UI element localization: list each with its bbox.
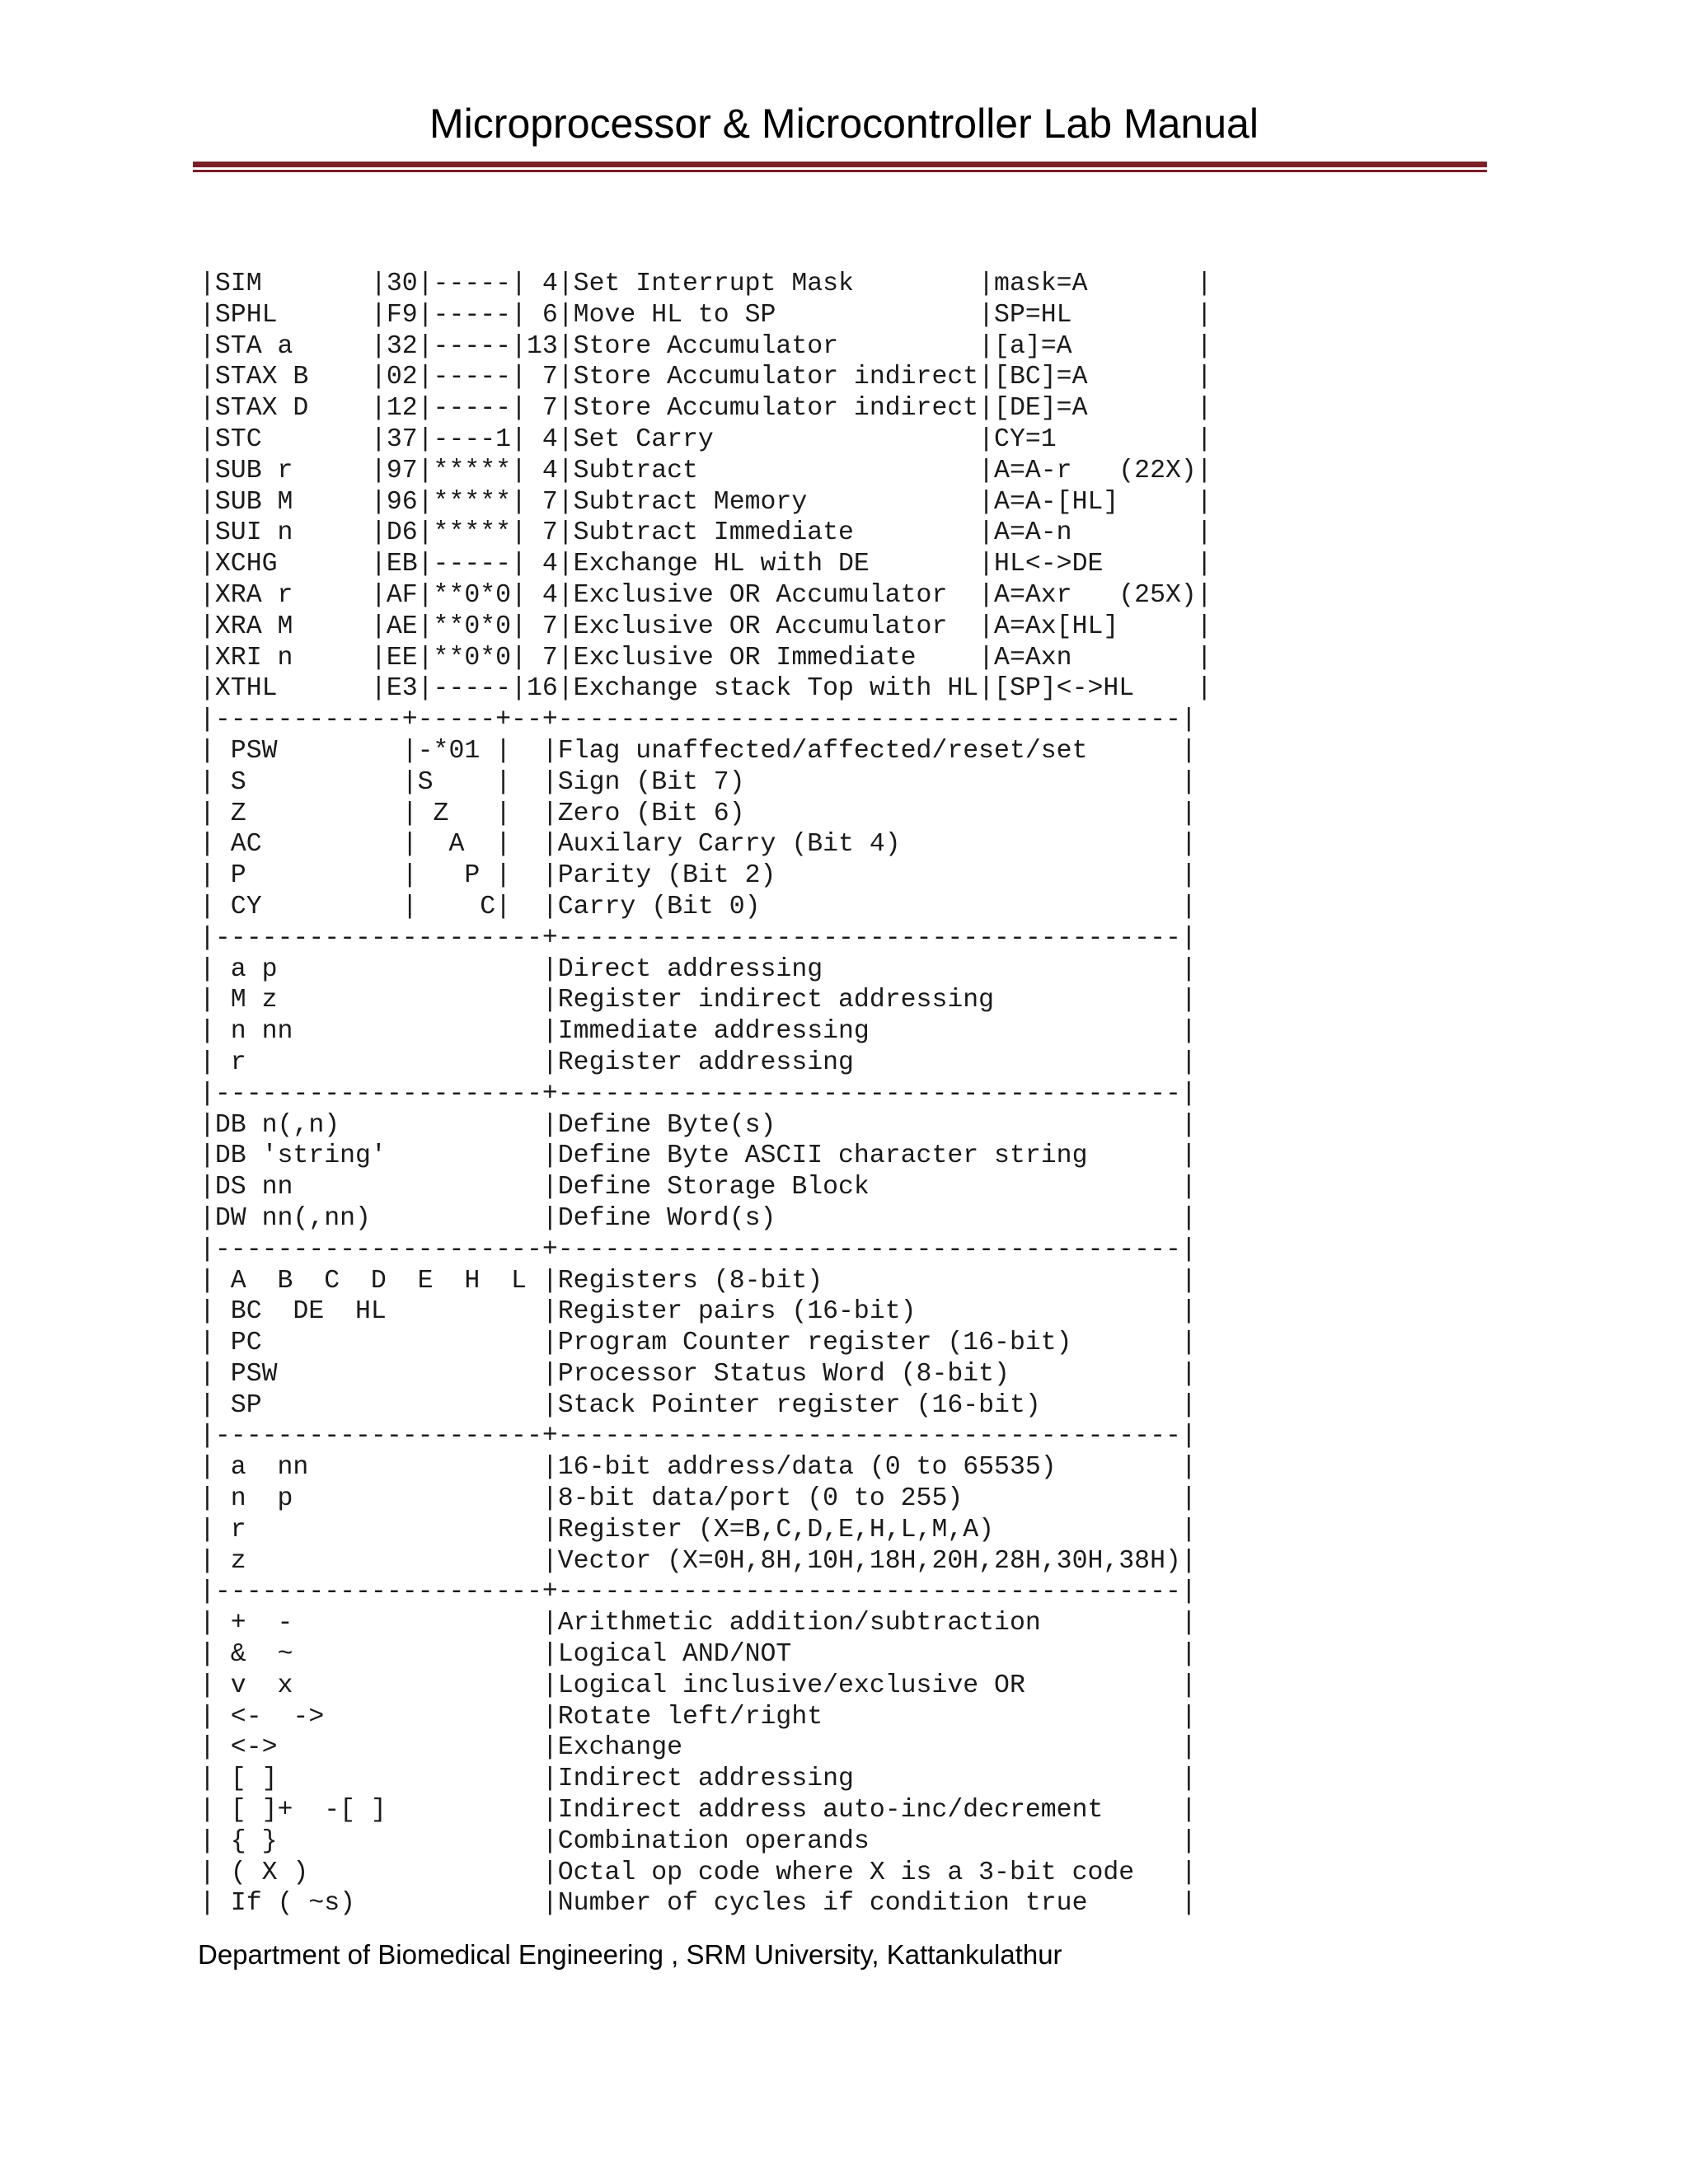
listing-line: | r |Register addressing | [199,1047,1197,1077]
listing-line: | PSW |-*01 | |Flag unaffected/affected/reset/set | [199,736,1197,766]
listing-line: | Z | Z | |Zero (Bit 6) | [199,799,1197,828]
page-title: Microprocessor & Microcontroller Lab Manual [429,101,1259,147]
listing-line: |STAX B |02|-----| 7|Store Accumulator indirect|[BC]=A | [199,363,1212,392]
listing-line: | PSW |Processor Status Word (8-bit) | [199,1359,1197,1389]
listing-line: |XRI n |EE|**0*0| 7|Exclusive OR Immediate |A=Axn | [199,643,1212,673]
listing-line: | If ( ~s) |Number of cycles if condition true | [199,1889,1197,1919]
listing-line: | a nn |16-bit address/data (0 to 65535) | [199,1453,1197,1483]
listing-line: |SUB M |96|*****| 7|Subtract Memory |A=A-[HL] | [199,487,1212,517]
listing-line: | { } |Combination operands | [199,1826,1197,1856]
listing-line: |---------------------+----------------------------------------| [199,1079,1197,1108]
listing-line: |SIM |30|-----| 4|Set Interrupt Mask |mask=A | [199,269,1212,298]
listing-line: | + - |Arithmetic addition/subtraction | [199,1609,1197,1638]
listing-line: |XRA M |AE|**0*0| 7|Exclusive OR Accumulator |A=Ax[HL] | [199,612,1212,641]
listing-line: |XRA r |AF|**0*0| 4|Exclusive OR Accumulator |A=Axr (25X)| [199,580,1212,610]
listing-line: | n nn |Immediate addressing | [199,1017,1197,1047]
listing-line: |DW nn(,nn) |Define Word(s) | [199,1203,1197,1233]
listing-line: | n p |8-bit data/port (0 to 255) | [199,1484,1197,1514]
listing-line: | z |Vector (X=0H,8H,10H,18H,20H,28H,30H,38H)| [199,1546,1197,1576]
listing-line: | S |S | |Sign (Bit 7) | [199,767,1197,797]
listing-line: | <-> |Exchange | [199,1733,1197,1763]
listing-line: | SP |Stack Pointer register (16-bit) | [199,1390,1197,1420]
listing-line: | AC | A | |Auxilary Carry (Bit 4) | [199,830,1197,860]
listing-line: |---------------------+----------------------------------------| [199,1577,1197,1607]
listing-line: |---------------------+----------------------------------------| [199,1422,1197,1451]
listing-line: |STC |37|----1| 4|Set Carry |CY=1 | [199,424,1212,454]
listing-line: | [ ]+ -[ ] |Indirect address auto-inc/decrement | [199,1796,1197,1825]
listing-line: | M z |Register indirect addressing | [199,986,1197,1015]
listing-line: | & ~ |Logical AND/NOT | [199,1640,1197,1670]
listing-line: | P | P | |Parity (Bit 2) | [199,861,1197,891]
listing-line: | a p |Direct addressing | [199,954,1197,984]
listing-line: | ( X ) |Octal op code where X is a 3-bit code | [199,1858,1197,1887]
listing-line: |STA a |32|-----|13|Store Accumulator |[a]=A | [199,331,1212,361]
listing-line: |------------+-----+--+----------------------------------------| [199,705,1197,735]
header-rule-thick [193,162,1487,167]
listing-line: | CY | C| |Carry (Bit 0) | [199,892,1197,921]
listing-line: |DB 'string' |Define Byte ASCII character string | [199,1141,1197,1171]
listing-line: |STAX D |12|-----| 7|Store Accumulator indirect|[DE]=A | [199,394,1212,424]
listing-line: |DS nn |Define Storage Block | [199,1173,1197,1202]
listing-line: |XCHG |EB|-----| 4|Exchange HL with DE |HL<->DE | [199,550,1212,579]
listing-line: |SUB r |97|*****| 4|Subtract |A=A-r (22X)| [199,456,1212,485]
listing-line: |SPHL |F9|-----| 6|Move HL to SP |SP=HL | [199,300,1212,330]
listing-line: | BC DE HL |Register pairs (16-bit) | [199,1297,1197,1327]
header-rule-thin [193,170,1487,172]
listing-line: | r |Register (X=B,C,D,E,H,L,M,A) | [199,1515,1197,1544]
listing-line: |---------------------+----------------------------------------| [199,1235,1197,1264]
listing-line: |DB n(,n) |Define Byte(s) | [199,1110,1197,1140]
listing-line: | PC |Program Counter register (16-bit) | [199,1329,1197,1358]
listing-line: |XTHL |E3|-----|16|Exchange stack Top with HL|[SP]<->HL | [199,674,1212,704]
instruction-reference-listing [199,269,1212,1919]
listing-line: | v x |Logical inclusive/exclusive OR | [199,1671,1197,1700]
page-footer: Department of Biomedical Engineering , SRM University, Kattankulathur [198,1939,1062,1970]
listing-line: |---------------------+----------------------------------------| [199,923,1197,953]
listing-line: |SUI n |D6|*****| 7|Subtract Immediate |A=A-n | [199,518,1212,548]
listing-line: | A B C D E H L |Registers (8-bit) | [199,1266,1197,1296]
listing-line: | [ ] |Indirect addressing | [199,1765,1197,1794]
listing-line: | <- -> |Rotate left/right | [199,1702,1197,1732]
